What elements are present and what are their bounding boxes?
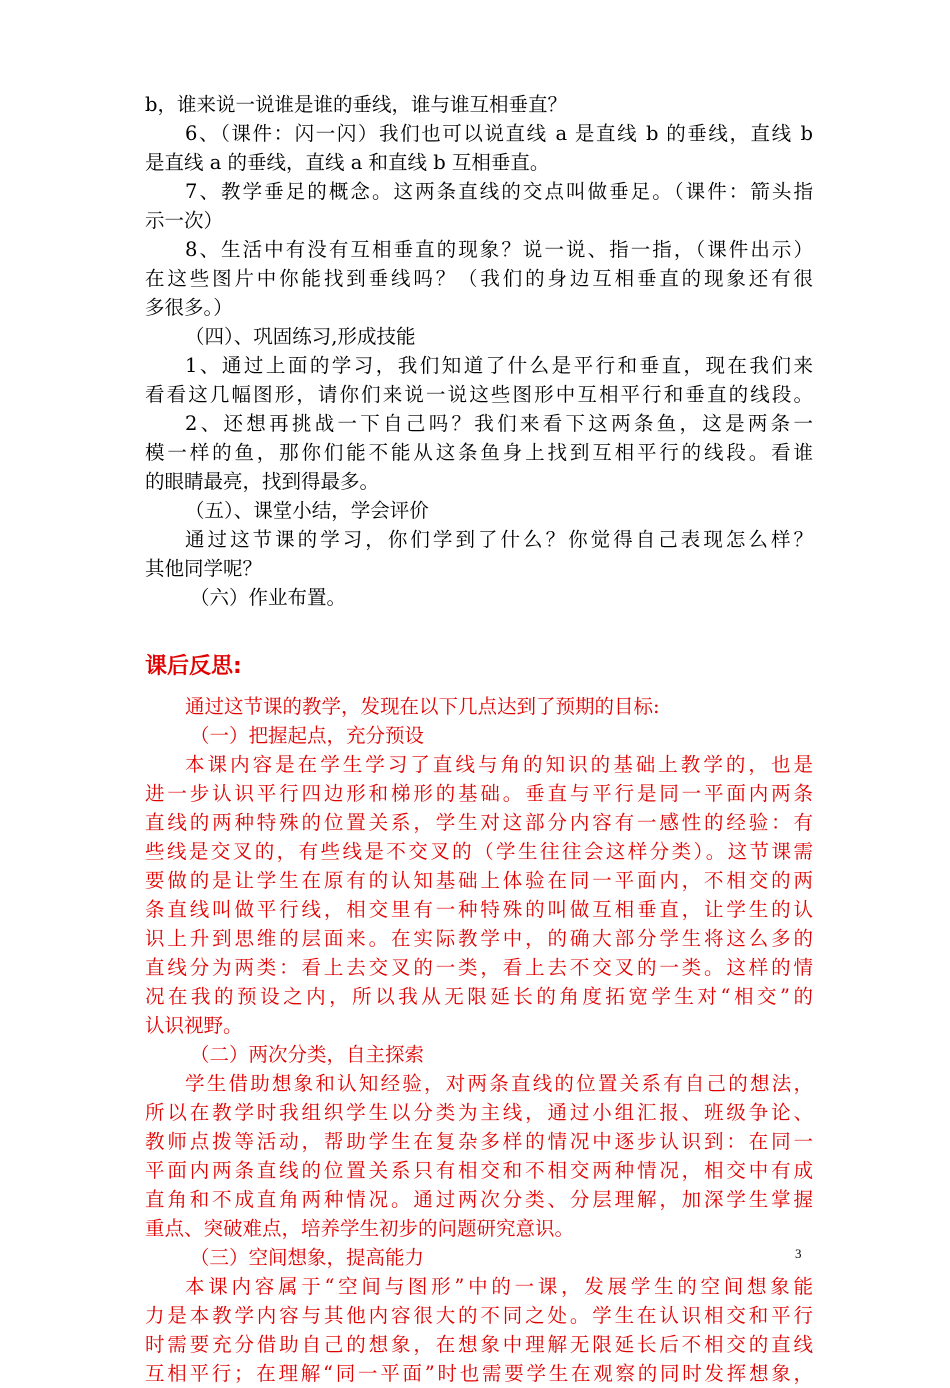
text-line: 模一样的鱼，那你们能不能从这条鱼身上找到互相平行的线段。看谁 (145, 441, 813, 464)
text-line: 通过这节课的学习，你们学到了什么？你觉得自己表现怎么样？ (185, 528, 813, 551)
text-line: 多很多。） (145, 296, 233, 319)
text-line: 识上升到思维的层面来。在实际教学中，的确大部分学生将这么多的 (145, 927, 813, 950)
text-line: 平面内两条直线的位置关系只有相交和不相交两种情况，相交中有成 (145, 1159, 813, 1182)
text-line: 力是本教学内容与其他内容很大的不同之处。学生在认识相交和平行 (145, 1304, 813, 1327)
text-line: 8、生活中有没有互相垂直的现象？说一说、指一指，（课件出示） (185, 238, 813, 261)
lesson-plan-section (145, 90, 813, 612)
text-line: 进一步认识平行四边形和梯形的基础。垂直与平行是同一平面内两条 (145, 782, 813, 805)
text-line: （五）、课堂小结，学会评价 (185, 499, 429, 522)
text-line: 直线的两种特殊的位置关系，学生对这部分内容有一感性的经验：有 (145, 811, 813, 834)
text-line: （六）作业布置。 (190, 586, 347, 609)
text-line: 其他同学呢？ (145, 557, 263, 580)
text-line: 认识视野。 (145, 1014, 243, 1037)
text-line: 直线分为两类：看上去交叉的一类，看上去不交叉的一类。这样的情 (145, 956, 813, 979)
text-line: 看看这几幅图形，请你们来说一说这些图形中互相平行和垂直的线段。 (145, 383, 813, 406)
text-line: 所以在教学时我组织学生以分类为主线，通过小组汇报、班级争论、 (145, 1101, 813, 1124)
text-line: 学生借助想象和认知经验，对两条直线的位置关系有自己的想法， (185, 1072, 813, 1095)
text-line: 教师点拨等活动，帮助学生在复杂多样的情况中逐步认识到：在同一 (145, 1130, 813, 1153)
text-line: 7、教学垂足的概念。这两条直线的交点叫做垂足。（课件：箭头指 (185, 180, 813, 203)
text-line: 示一次） (145, 209, 224, 232)
text-line: 1、通过上面的学习，我们知道了什么是平行和垂直，现在我们来 (185, 354, 813, 377)
text-line: 时需要充分借助自己的想象，在想象中理解无限延长后不相交的直线 (145, 1333, 813, 1356)
text-line: （四）、巩固练习,形成技能 (185, 325, 416, 348)
text-line: 互相平行；在理解“同一平面”时也需要学生在观察的同时发挥想象， (145, 1362, 813, 1385)
text-line: （三）空间想象，提高能力 (190, 1246, 425, 1269)
text-line: （一）把握起点，充分预设 (190, 724, 425, 747)
text-line: 些线是交叉的，有些线是不交叉的（学生往往会这样分类）。这节课需 (145, 840, 813, 863)
text-line: 重点、突破难点，培养学生初步的问题研究意识。 (145, 1217, 575, 1240)
reflection-section (145, 692, 813, 1388)
text-line: 6、（课件：闪一闪）我们也可以说直线 a 是直线 b 的垂线，直线 b (185, 122, 813, 145)
text-line: 在这些图片中你能找到垂线吗？（我们的身边互相垂直的现象还有很 (145, 267, 813, 290)
page-content (145, 90, 813, 1388)
text-line: 是直线 a 的垂线，直线 a 和直线 b 互相垂直。 (145, 151, 550, 174)
text-line: （二）两次分类，自主探索 (190, 1043, 425, 1066)
text-line: 要做的是让学生在原有的认知基础上体验在同一平面内，不相交的两 (145, 869, 813, 892)
text-line: 2、还想再挑战一下自己吗？我们来看下这两条鱼，这是两条一 (185, 412, 813, 435)
reflection-heading: 课后反思: (145, 654, 242, 679)
text-line: 条直线叫做平行线，相交里有一种特殊的叫做互相垂直，让学生的认 (145, 898, 813, 921)
text-line: 直角和不成直角两种情况。通过两次分类、分层理解，加深学生掌握 (145, 1188, 813, 1211)
text-line: 的眼睛最亮，找到得最多。 (145, 470, 380, 493)
text-line: b，谁来说一说谁是谁的垂线，谁与谁互相垂直？ (145, 93, 567, 116)
page-number: 3 (795, 1246, 802, 1261)
text-line: 本课内容是在学生学习了直线与角的知识的基础上教学的，也是 (185, 753, 813, 776)
text-line: 况在我的预设之内，所以我从无限延长的角度拓宽学生对“相交”的 (145, 985, 813, 1008)
text-line: 通过这节课的教学，发现在以下几点达到了预期的目标: (185, 695, 660, 718)
text-line: 本课内容属于“空间与图形”中的一课，发展学生的空间想象能 (185, 1275, 813, 1298)
